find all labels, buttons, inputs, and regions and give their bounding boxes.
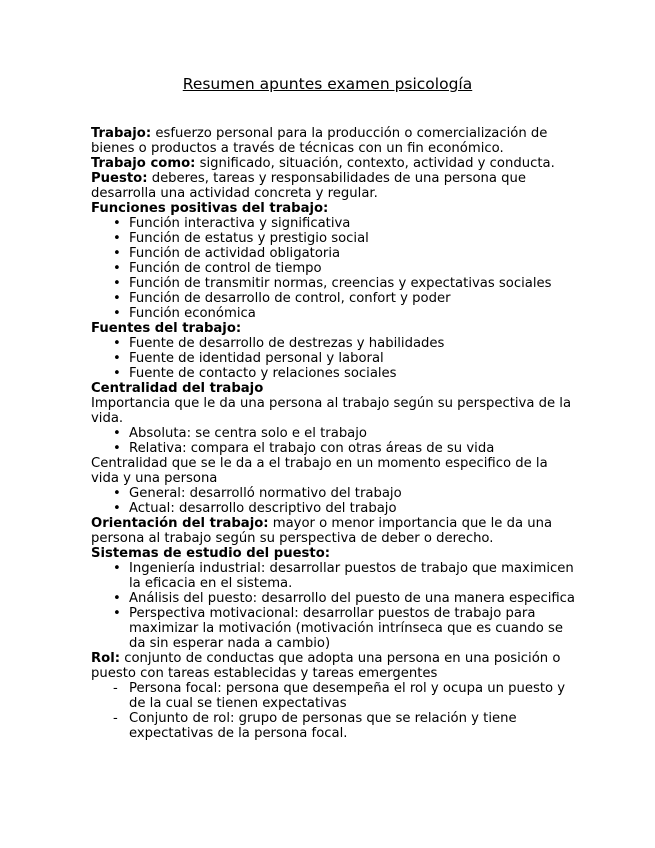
list-item — [91, 606, 576, 651]
sistemas-list — [91, 561, 576, 651]
centralidad-list-2 — [91, 486, 576, 516]
term-definition: significado, situación, contexto, actividad y conducta. — [195, 156, 555, 171]
bullet-marker: • — [113, 261, 121, 276]
term-definition: deberes, tareas y responsabilidades de una persona que desarrolla una actividad concreta y regular. — [91, 171, 527, 201]
list-item-text: Función de actividad obligatoria — [129, 246, 341, 261]
list-item-text: Análisis del puesto: desarrollo del puesto de una manera especifica — [129, 591, 575, 606]
list-item — [91, 426, 576, 441]
definition-trabajo-como — [91, 156, 576, 171]
list-item — [91, 441, 576, 456]
section-heading-funciones: Funciones positivas del trabajo: — [91, 201, 329, 216]
definition-rol — [91, 651, 576, 681]
definition-trabajo — [91, 126, 576, 156]
list-item-text: Absoluta: se centra solo e el trabajo — [129, 426, 367, 441]
bullet-marker: • — [113, 606, 121, 621]
bullet-marker: • — [113, 441, 121, 456]
list-item-text: Conjunto de rol: grupo de personas que se relación y tiene expectativas de la persona focal. — [129, 711, 517, 741]
term-definition: mayor o menor importancia que le da una persona al trabajo según su perspectiva de deber o derecho. — [91, 516, 553, 546]
section-heading-sistemas: Sistemas de estudio del puesto: — [91, 546, 331, 561]
list-item-text: Función de desarrollo de control, confort y poder — [129, 291, 451, 306]
list-item — [91, 681, 576, 711]
term-definition: esfuerzo personal para la producción o comercialización de bienes o productos a través de técnicas con un fin económico. — [91, 126, 548, 156]
bullet-marker: • — [113, 336, 121, 351]
list-item-text: Función de transmitir normas, creencias y expectativas sociales — [129, 276, 552, 291]
list-item — [91, 336, 576, 351]
section-heading-fuentes: Fuentes del trabajo: — [91, 321, 242, 336]
list-item — [91, 561, 576, 591]
bullet-marker: • — [113, 231, 121, 246]
list-item — [91, 306, 576, 321]
bullet-marker: • — [113, 216, 121, 231]
list-item-text: Función económica — [129, 306, 256, 321]
bullet-marker: • — [113, 306, 121, 321]
centralidad-list — [91, 426, 576, 456]
bullet-marker: • — [113, 561, 121, 576]
list-item-text: Fuente de contacto y relaciones sociales — [129, 366, 397, 381]
funciones-list — [91, 216, 576, 321]
list-item — [91, 261, 576, 276]
list-item-text: Función de control de tiempo — [129, 261, 322, 276]
section-heading-centralidad: Centralidad del trabajo — [91, 381, 264, 396]
list-item-text: Fuente de desarrollo de destrezas y habilidades — [129, 336, 445, 351]
rol-list — [91, 681, 576, 741]
bullet-marker: • — [113, 291, 121, 306]
list-item-text: Fuente de identidad personal y laboral — [129, 351, 384, 366]
list-item-text: Función interactiva y significativa — [129, 216, 351, 231]
list-item — [91, 366, 576, 381]
bullet-marker: • — [113, 501, 121, 516]
term-label: Rol: — [91, 651, 121, 666]
list-item — [91, 486, 576, 501]
bullet-marker: • — [113, 486, 121, 501]
centralidad-intro-2: Centralidad que se le da a el trabajo en un momento especifico de la vida y una persona — [91, 456, 548, 486]
list-item — [91, 246, 576, 261]
list-item-text: Perspectiva motivacional: desarrollar puestos de trabajo para maximizar la motivación (motivación intrínseca que es cuando se da sin esperar nada a cambio) — [129, 606, 563, 651]
definition-puesto — [91, 171, 576, 201]
bullet-marker: • — [113, 276, 121, 291]
dash-marker: - — [113, 681, 118, 696]
list-item-text: Actual: desarrollo descriptivo del trabajo — [129, 501, 397, 516]
page-title: Resumen apuntes examen psicología — [182, 75, 473, 93]
bullet-marker: • — [113, 351, 121, 366]
bullet-marker: • — [113, 426, 121, 441]
document-body — [91, 126, 576, 741]
definition-orientacion — [91, 516, 576, 546]
list-item-text: Persona focal: persona que desempeña el rol y ocupa un puesto y de la cual se tienen expectativas — [129, 681, 566, 711]
term-label: Trabajo: — [91, 126, 152, 141]
bullet-marker: • — [113, 591, 121, 606]
list-item — [91, 711, 576, 741]
term-label: Orientación del trabajo: — [91, 516, 269, 531]
list-item — [91, 216, 576, 231]
bullet-marker: • — [113, 366, 121, 381]
list-item — [91, 591, 576, 606]
list-item — [91, 351, 576, 366]
dash-marker: - — [113, 711, 118, 726]
list-item-text: Relativa: compara el trabajo con otras áreas de su vida — [129, 441, 495, 456]
term-label: Trabajo como: — [91, 156, 196, 171]
list-item-text: General: desarrolló normativo del trabajo — [129, 486, 402, 501]
list-item-text: Ingeniería industrial: desarrollar puestos de trabajo que maximicen la eficacia en el sistema. — [129, 561, 574, 591]
term-label: Puesto: — [91, 171, 148, 186]
list-item — [91, 276, 576, 291]
list-item — [91, 501, 576, 516]
list-item — [91, 291, 576, 306]
fuentes-list — [91, 336, 576, 381]
bullet-marker: • — [113, 246, 121, 261]
centralidad-intro: Importancia que le da una persona al trabajo según su perspectiva de la vida. — [91, 396, 572, 426]
term-definition: conjunto de conductas que adopta una persona en una posición o puesto con tareas establecidas y tareas emergentes — [91, 651, 561, 681]
list-item — [91, 231, 576, 246]
list-item-text: Función de estatus y prestigio social — [129, 231, 369, 246]
